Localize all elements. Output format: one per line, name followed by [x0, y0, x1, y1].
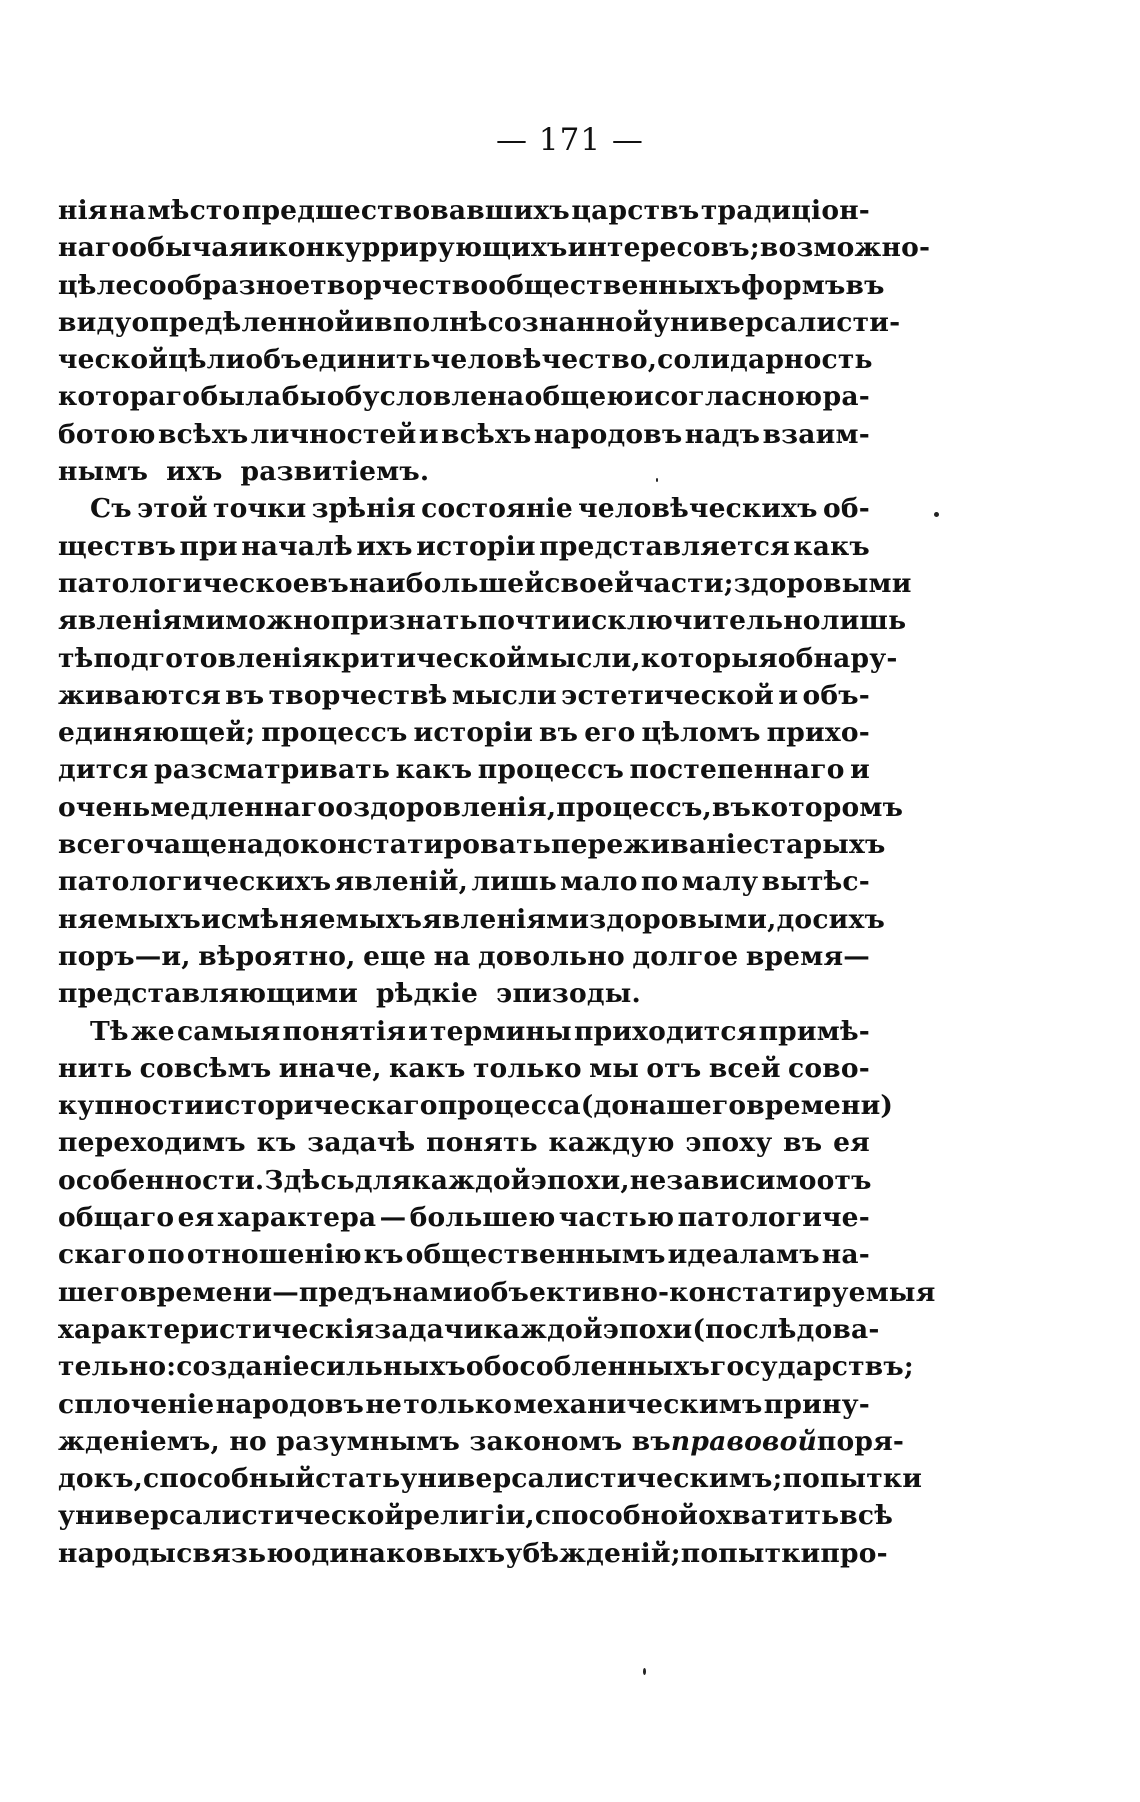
word: констатировать	[299, 829, 551, 861]
word: сихъ	[812, 903, 886, 935]
word: единяющей;	[58, 717, 256, 749]
word: патологическихъ	[58, 866, 332, 898]
word: и	[200, 903, 221, 935]
word: ра-	[822, 381, 870, 413]
page-number: — 171 —	[496, 122, 644, 158]
word: созданіе	[176, 1351, 310, 1383]
word: тельно:	[58, 1351, 177, 1383]
word: исторіи	[416, 530, 536, 562]
word: понятія	[282, 1015, 407, 1047]
word: способной	[534, 1500, 699, 1532]
word: народы	[58, 1537, 177, 1569]
text-line	[58, 1162, 870, 1199]
word: медленнаго	[150, 791, 336, 823]
text-line	[58, 1460, 923, 1497]
word: обычая	[129, 232, 249, 264]
word: на	[433, 940, 471, 972]
word: Здѣсь	[264, 1164, 355, 1196]
word: въ	[539, 717, 579, 749]
word: Тѣ	[90, 1015, 129, 1047]
word: патологиче-	[677, 1202, 870, 1234]
word: представляющими	[58, 978, 359, 1010]
word: и	[634, 381, 654, 413]
word: эпохи	[602, 1313, 693, 1345]
word: независимо	[629, 1164, 817, 1196]
word: ществъ	[58, 530, 177, 562]
word: отъ	[816, 1164, 872, 1196]
word: универсалистической	[58, 1500, 405, 1532]
word: сово-	[788, 1052, 870, 1084]
word: царствъ	[571, 195, 700, 226]
text-line	[58, 341, 873, 378]
word: этой	[137, 493, 208, 525]
word: докъ,	[58, 1463, 144, 1495]
word: только	[403, 1388, 513, 1420]
word: сильныхъ	[309, 1351, 466, 1383]
word: въ	[225, 679, 265, 711]
word: мѣсто	[147, 195, 241, 226]
word: оздоровленія,	[335, 791, 557, 823]
word: характеристическія	[58, 1313, 375, 1345]
text-line	[58, 789, 904, 826]
word: очень	[58, 791, 151, 823]
word: вполнѣ	[374, 306, 488, 338]
word: самыя	[176, 1015, 281, 1047]
word: ея	[833, 1127, 870, 1159]
word: довольно	[478, 940, 625, 972]
word: стать	[315, 1463, 401, 1495]
word: иначе,	[278, 1052, 382, 1084]
word: къ	[256, 1127, 297, 1159]
word: еще	[363, 940, 427, 972]
word: состояніе	[421, 493, 573, 525]
word: всѣхъ	[441, 418, 532, 450]
word: сплоченіе	[58, 1388, 215, 1420]
text-line	[58, 229, 931, 266]
word: термины	[430, 1015, 572, 1047]
word: универсалистическимъ;	[400, 1463, 783, 1495]
word: наибольшей	[348, 567, 545, 599]
word: возможно-	[759, 232, 931, 264]
word: няемыхъ	[58, 903, 201, 935]
text-line	[58, 751, 870, 788]
text-line	[58, 1535, 888, 1572]
text-line	[58, 640, 898, 677]
word: только	[472, 1052, 582, 1084]
word: и	[778, 679, 799, 711]
word: цѣли	[168, 344, 246, 376]
word: объединить	[245, 344, 431, 376]
word: про-	[820, 1537, 888, 1569]
word: приходится	[573, 1015, 757, 1047]
word: чаще	[144, 829, 228, 861]
word: обнару-	[777, 642, 898, 674]
text-line	[58, 714, 870, 751]
word: государствъ;	[710, 1351, 914, 1383]
body-text	[58, 192, 936, 1572]
word: на-	[821, 1239, 870, 1271]
word: ея	[177, 1202, 215, 1234]
word: наго	[58, 232, 130, 264]
scan-speck	[643, 1668, 646, 1675]
word: попытки	[680, 1537, 821, 1569]
word: явленій,	[334, 866, 469, 898]
word: личностей	[250, 418, 417, 450]
word: связью	[176, 1537, 294, 1569]
word: старыхъ	[753, 829, 886, 861]
word: эпизоды.	[496, 978, 641, 1010]
word: вѣроятно,	[198, 940, 356, 972]
text-line	[58, 1050, 870, 1087]
word: объ-	[802, 679, 870, 711]
word: можно	[225, 605, 331, 637]
word: исключительно	[571, 605, 821, 637]
text-line	[58, 304, 901, 341]
word: попытки	[782, 1463, 923, 1495]
word: народовъ	[533, 418, 683, 450]
word: совсѣмъ	[139, 1052, 272, 1084]
word: цѣлесообразное	[58, 269, 311, 301]
word: способный	[143, 1463, 316, 1495]
word: процесса	[437, 1090, 581, 1122]
word: нить	[58, 1052, 133, 1084]
text-line	[58, 490, 870, 527]
word: задачѣ	[307, 1127, 416, 1159]
word: купности	[58, 1090, 205, 1122]
text-line	[58, 1087, 894, 1124]
word: постепеннаго	[629, 754, 845, 786]
word: и	[418, 418, 439, 450]
word: и	[248, 232, 269, 264]
word: понять	[426, 1127, 538, 1159]
word: Съ	[90, 493, 132, 525]
word: части;	[633, 567, 734, 599]
word: въ	[309, 567, 349, 599]
text-line	[58, 1386, 870, 1423]
word: всѣ	[839, 1500, 894, 1532]
word: при	[179, 530, 238, 562]
word: явленіями	[58, 605, 226, 637]
text-line	[58, 938, 870, 975]
scan-speck	[656, 478, 658, 482]
word: почти	[477, 605, 572, 637]
word: вытѣс-	[761, 866, 870, 898]
word: которыя	[640, 642, 778, 674]
text-line	[58, 453, 870, 490]
word: нашего	[629, 1090, 747, 1122]
word: традиціон-	[700, 195, 870, 226]
word: особенности.	[58, 1164, 265, 1196]
word: ихъ	[166, 456, 223, 488]
word: согласною	[654, 381, 823, 413]
word: религіи,	[404, 1500, 535, 1532]
word: обусловлена	[326, 381, 525, 413]
word: которомъ	[751, 791, 904, 823]
text-line	[58, 267, 885, 304]
word: эстетической	[561, 679, 775, 711]
word: долгое	[632, 940, 739, 972]
word: и	[850, 754, 870, 786]
text-line	[58, 1124, 870, 1161]
word: человѣческихъ	[578, 493, 818, 525]
word: обособленныхъ	[465, 1351, 711, 1383]
word: бы	[281, 381, 327, 413]
word: лишь	[471, 866, 557, 898]
word: всей	[708, 1052, 781, 1084]
word: тѣ	[58, 642, 94, 674]
word: точки	[213, 493, 307, 525]
word: идеаламъ	[667, 1239, 820, 1271]
word: отношенію	[186, 1239, 362, 1271]
word: виду	[58, 306, 132, 338]
word: общественныхъ	[488, 269, 742, 301]
word: въ	[783, 1127, 823, 1159]
word: мысли,	[526, 642, 641, 674]
word: какъ	[395, 754, 473, 786]
text-line	[58, 1311, 880, 1348]
word: шего	[58, 1276, 139, 1308]
word: примѣ-	[758, 1015, 870, 1047]
text-line	[58, 901, 886, 938]
word: мысли	[451, 679, 557, 711]
word: исторіи	[413, 717, 534, 749]
word: цѣломъ	[641, 717, 761, 749]
word: какъ	[793, 530, 870, 562]
word: эпоху	[685, 1127, 773, 1159]
word: процессъ	[477, 754, 625, 786]
word: по	[640, 866, 679, 898]
word: смѣняемыхъ	[220, 903, 423, 935]
word: характера	[217, 1202, 377, 1234]
word: переживаніе	[550, 829, 754, 861]
word: механическимъ	[513, 1388, 763, 1420]
word: скаго	[58, 1239, 146, 1271]
word: нымъ	[58, 456, 149, 488]
word: какъ	[389, 1052, 466, 1084]
word: живаются	[58, 679, 221, 711]
word: всѣхъ	[158, 418, 249, 450]
word: задачи	[374, 1313, 484, 1345]
word: лишь	[820, 605, 907, 637]
text-line	[58, 1348, 914, 1385]
word: (до	[580, 1090, 630, 1122]
word: поръ—и,	[58, 940, 191, 972]
word: отъ	[646, 1052, 702, 1084]
text-line	[58, 1013, 870, 1050]
word: всего	[58, 829, 145, 861]
word: здоровыми	[733, 567, 912, 599]
word: творчество	[310, 269, 489, 301]
text-line	[58, 1497, 894, 1534]
word: взаим-	[762, 418, 870, 450]
word: историческаго	[204, 1090, 438, 1122]
word: мы	[589, 1052, 640, 1084]
word: каждую	[548, 1127, 675, 1159]
word: нами	[392, 1276, 473, 1308]
text-segment: жденіемъ, но разумнымъ закономъ въ	[58, 1425, 671, 1457]
word: его	[584, 717, 636, 749]
text-line	[58, 378, 870, 415]
word: здоровыми,	[589, 903, 777, 935]
word: нія	[58, 195, 108, 226]
word: солидарность	[657, 344, 873, 376]
text-line	[58, 1236, 870, 1273]
word: котораго	[58, 381, 201, 413]
word: охватить	[698, 1500, 840, 1532]
word: сознанной	[487, 306, 653, 338]
word: патологическое	[58, 567, 310, 599]
word: (послѣдова-	[692, 1313, 880, 1345]
word: на	[109, 195, 147, 226]
word: и	[408, 1015, 428, 1047]
word: же	[130, 1015, 175, 1047]
word: зрѣнія	[311, 493, 416, 525]
text-line	[58, 1199, 870, 1236]
word: —	[379, 1202, 407, 1234]
text-line	[58, 192, 870, 229]
word: человѣчество,	[430, 344, 658, 376]
word: формъ	[741, 269, 846, 301]
word: времени—предъ	[138, 1276, 393, 1308]
word: до	[776, 903, 813, 935]
word: критической	[321, 642, 527, 674]
word: для	[354, 1164, 412, 1196]
word: объективно-констатируемыя	[472, 1276, 936, 1308]
word: признать	[330, 605, 478, 637]
word: представляется	[539, 530, 790, 562]
word: процессъ	[261, 717, 408, 749]
word: об-	[822, 493, 870, 525]
word: дится	[58, 754, 149, 786]
word: народовъ	[215, 1388, 365, 1420]
word: конкуррирующихъ	[268, 232, 568, 264]
text-line	[58, 863, 870, 900]
word: ботою	[58, 418, 156, 450]
word: въ	[711, 791, 752, 823]
italic-word: правовой	[670, 1425, 817, 1457]
text-segment: поря-	[816, 1425, 905, 1457]
word: прину-	[763, 1388, 870, 1420]
word: каждой	[411, 1164, 531, 1196]
word: и	[354, 306, 375, 338]
word: разсматривать	[153, 754, 391, 786]
word: надъ	[684, 418, 761, 450]
text-line	[58, 677, 870, 714]
text-line	[58, 528, 870, 565]
text-line	[58, 1274, 936, 1311]
text-line	[58, 602, 907, 639]
word: подготовленія	[93, 642, 322, 674]
word: ихъ	[356, 530, 413, 562]
word: мало	[560, 866, 638, 898]
text-line	[58, 975, 870, 1012]
word: явленіями	[422, 903, 590, 935]
word: переходимъ	[58, 1127, 246, 1159]
word: каждой	[483, 1313, 603, 1345]
word: большею	[409, 1202, 556, 1234]
word: одинаковыхъ	[293, 1537, 506, 1569]
word: къ	[363, 1239, 404, 1271]
word: процессъ,	[556, 791, 712, 823]
word: въ	[845, 269, 885, 301]
text-line	[58, 416, 870, 453]
text-line	[58, 565, 912, 602]
word: рѣдкіе	[376, 978, 479, 1010]
word: общею	[524, 381, 634, 413]
word: опредѣленной	[131, 306, 355, 338]
word: времени)	[746, 1090, 894, 1122]
word: не	[365, 1388, 403, 1420]
word: время—	[745, 940, 870, 972]
text-line-with-italic	[58, 1423, 905, 1460]
text-line	[58, 826, 886, 863]
word: интересовъ;	[567, 232, 760, 264]
word: убѣжденій;	[505, 1537, 681, 1569]
word: творчествѣ	[268, 679, 448, 711]
word: развитіемъ.	[240, 456, 430, 488]
word: своей	[544, 567, 634, 599]
scan-speck	[934, 512, 939, 517]
word: универсалисти-	[652, 306, 901, 338]
word: эпохи,	[530, 1164, 630, 1196]
word: общественнымъ	[405, 1239, 666, 1271]
word: была	[200, 381, 282, 413]
word: прихо-	[766, 717, 870, 749]
word: по	[147, 1239, 185, 1271]
word: малу	[681, 866, 759, 898]
word: предшествовавшихъ	[241, 195, 570, 226]
word: началѣ	[241, 530, 353, 562]
word: частью	[558, 1202, 675, 1234]
word: ческой	[58, 344, 169, 376]
word: надо	[227, 829, 300, 861]
word: общаго	[58, 1202, 175, 1234]
